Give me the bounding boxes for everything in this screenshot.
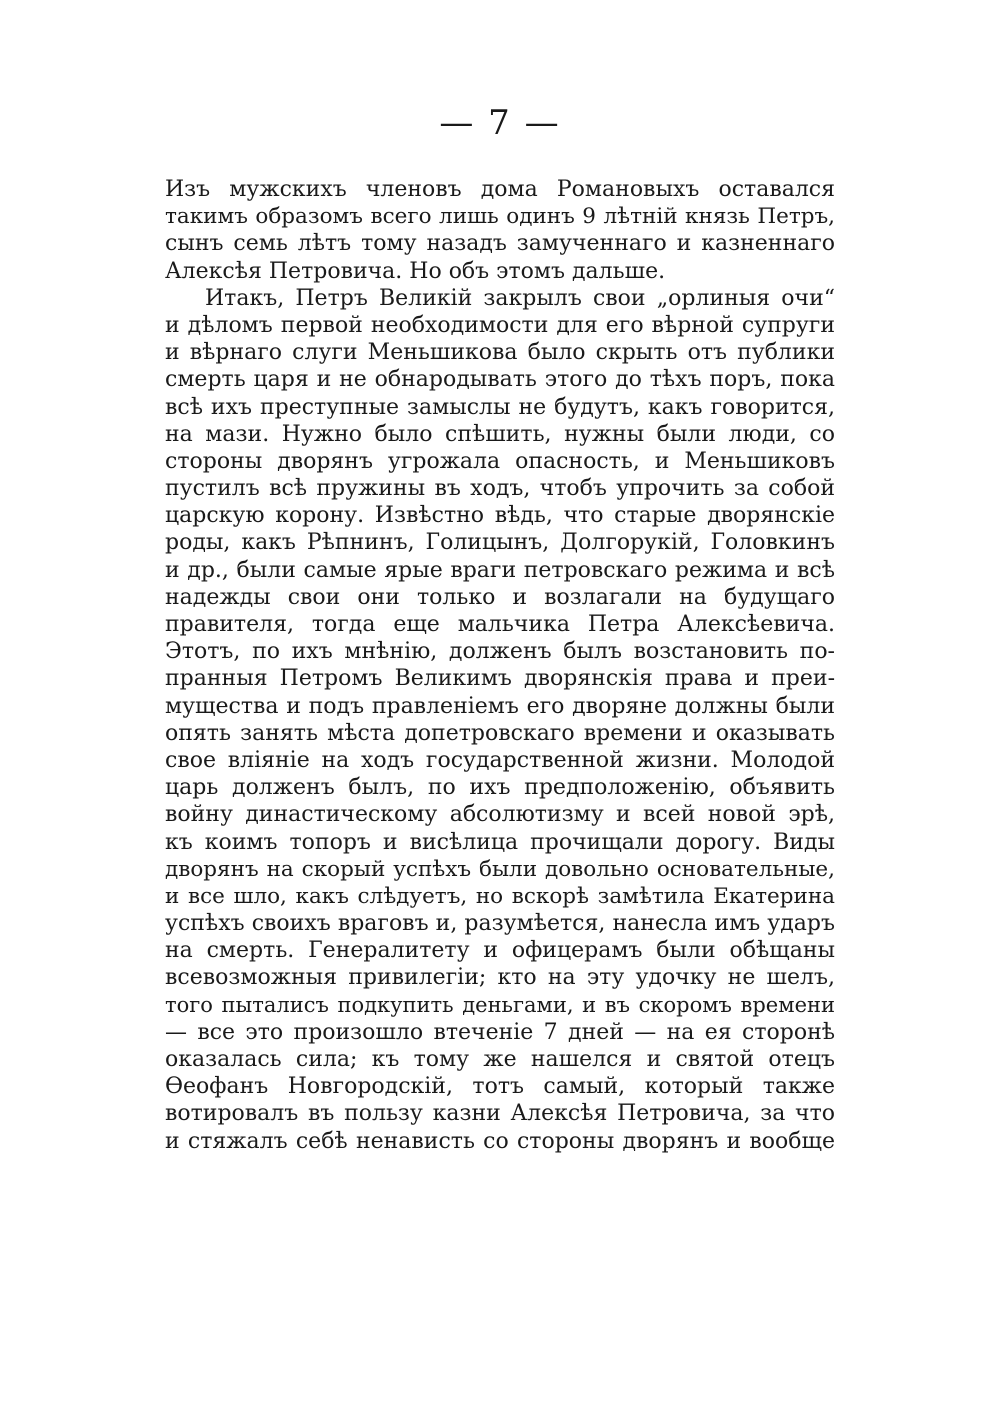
text-line: такимъ образомъ всего лишь одинъ 9 лѣтній князь Петръ, [165,204,835,230]
text-line: на мази. Нужно было спѣшить, нужны были люди, со [165,421,835,447]
text-line: и вѣрнаго слуги Меньшикова было скрыть отъ публики [165,340,835,366]
text-line: правителя, тогда еще мальчика Петра Алексѣевича. [165,612,835,637]
text-line: успѣхъ своихъ враговъ и, разумѣется, нанесла имъ ударъ [165,911,835,937]
text-line: всевозможныя привилегіи; кто на эту удочку не шелъ, [165,965,835,991]
text-line: къ коимъ топоръ и висѣлица прочищали дорогу. Виды [165,829,835,855]
text-line: — все это произошло втеченіе 7 дней — на ея сторонѣ [165,1019,835,1045]
text-line: Этотъ, по ихъ мнѣнію, долженъ былъ возстановить по- [165,639,835,665]
text-line: вотировалъ въ пользу казни Алексѣя Петровича, за что [165,1101,835,1127]
text-line: мущества и подъ правленіемъ его дворяне должны были [165,693,835,719]
text-line: Ѳеофанъ Новгородскій, тотъ самый, который также [165,1074,835,1100]
page-number: — 7 — [439,103,561,143]
text-line: царь долженъ былъ, по ихъ предположенію, объявить [165,775,835,801]
text-line: сынъ семь лѣтъ тому назадъ замученнаго и казненнаго [165,231,835,257]
text-line: надежды свои они только и возлагали на будущаго [165,584,835,610]
text-line: всѣ ихъ преступные замыслы не будутъ, какъ говорится, [165,394,835,420]
text-line: и стяжалъ себѣ ненависть со стороны дворянъ и вообще [165,1128,835,1154]
text-line: Алексѣя Петровича. Но объ этомъ дальше. [165,258,666,284]
text-line: того пыталисъ подкупить деньгами, и въ скоромъ времени [165,992,835,1017]
text-line: войну династическому абсолютизму и всей новой эрѣ, [165,802,835,828]
text-line: свое вліяніе на ходъ государственной жизни. Молодой [165,747,835,773]
text-line: дворянъ на скорый успѣхъ были довольно основательные, [165,856,835,882]
text-line: стороны дворянъ угрожала опасность, и Меньшиковъ [165,448,835,474]
text-line: роды, какъ Рѣпнинъ, Голицынъ, Долгорукій, Головкинъ [165,530,835,556]
paragraph-start-line: Итакъ, Петръ Великій закрылъ свои „орлиныя очи“ [205,285,835,311]
body-text [165,176,835,1155]
text-line: опять занять мѣста допетровскаго времени и оказывать [165,720,835,746]
text-line: пустилъ всѣ пружины въ ходъ, чтобъ упрочить за собой [165,476,835,502]
text-line: Изъ мужскихъ членовъ дома Романовыхъ оставался [165,177,835,202]
text-line: оказалась сила; къ тому же нашелся и святой отецъ [165,1047,835,1072]
text-line: пранныя Петромъ Великимъ дворянскія права и преи- [165,666,835,692]
text-line: и дѣломъ первой необходимости для его вѣрной супруги [165,312,835,338]
text-line: и др., были самые ярые враги петровскаго режима и всѣ [165,557,835,583]
text-line: царскую корону. Извѣстно вѣдь, что старые дворянскіе [165,503,835,529]
text-line: смерть царя и не обнародывать этого до тѣхъ поръ, пока [165,367,835,393]
text-line: и все шло, какъ слѣдуетъ, но вскорѣ замѣтила Екатерина [165,883,835,909]
text-line: на смерть. Генералитету и офицерамъ были обѣщаны [165,938,835,964]
